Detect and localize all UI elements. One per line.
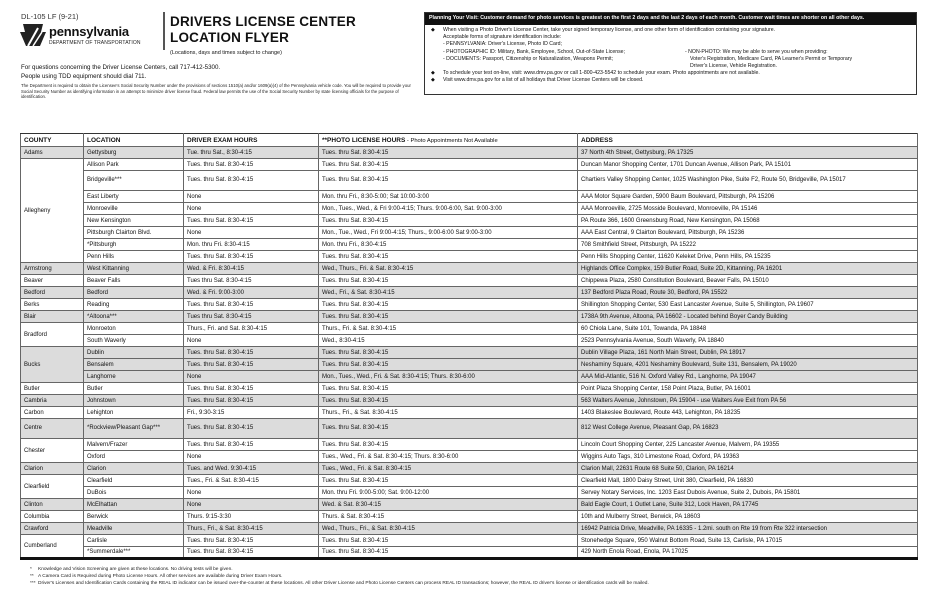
table-row: [21, 371, 918, 383]
photo-hours-cell: Mon., Tues., Wed., Fri. & Sat. 8:30-4:15; Thurs. 8:30-6:00: [319, 371, 578, 383]
location-cell: *Summerdale***: [84, 547, 184, 559]
location-cell: Johnstown: [84, 395, 184, 407]
id-photographic: - PHOTOGRAPHIC ID: Military, Bank, Employee, School, Out-of-State License;: [443, 48, 626, 55]
location-cell: *Altoona***: [84, 311, 184, 323]
address-cell: Duncan Manor Shopping Center, 1701 Duncan Avenue, Allison Park, PA 15101: [578, 159, 918, 171]
county-cell: Bedford: [21, 287, 84, 299]
address-cell: AAA Monroeville, 2725 Mosside Boulevard, Monroeville, PA 15146: [578, 203, 918, 215]
table-row: [21, 383, 918, 395]
exam-hours-cell: Tues thru Sat. 8:30-4:15: [184, 311, 319, 323]
location-cell: Bensalem: [84, 359, 184, 371]
photo-hours-cell: Mon. thru Fri. 9:00-5:00; Sat. 9:00-12:00: [319, 487, 578, 499]
location-cell: Penn Hills: [84, 251, 184, 263]
contact-phone: For questions concerning the Driver License Centers, call 717-412-5300.: [21, 64, 221, 71]
address-cell: 16942 Patricia Drive, Meadville, PA 16335 - 1.2mi. south on Rte 19 from Rte 322 intersection: [578, 523, 918, 535]
footnotes: [30, 566, 910, 588]
photo-hours-cell: Tues., Wed., Fri. & Sat. 8:30-4:15: [319, 463, 578, 475]
address-cell: 708 Smithfield Street, Pittsburgh, PA 15222: [578, 239, 918, 251]
exam-hours-cell: None: [184, 487, 319, 499]
location-cell: Langhorne: [84, 371, 184, 383]
table-row: [21, 475, 918, 487]
photo-hours-cell: Mon., Tue., Wed., Fri 9:00-4:15; Thurs., 9:00-6:00 Sat 9:00-3:00: [319, 227, 578, 239]
county-cell: Clearfield: [21, 475, 84, 499]
location-cell: West Kittanning: [84, 263, 184, 275]
exam-hours-cell: Fri., 9:30-3:15: [184, 407, 319, 419]
location-cell: Monroeville: [84, 203, 184, 215]
county-cell: Clarion: [21, 463, 84, 475]
table-row: [21, 347, 918, 359]
county-cell: Adams: [21, 147, 84, 159]
location-cell: Allison Park: [84, 159, 184, 171]
exam-hours-cell: None: [184, 191, 319, 203]
header-county: COUNTY: [21, 134, 84, 147]
exam-hours-cell: Tues. thru Sat. 8:30-4:15: [184, 159, 319, 171]
non-photo-line-2: Voter's Registration, Medicare Card, PA Learner's Permit or Temporary: [690, 55, 853, 62]
address-cell: Bald Eagle Court, 1 Outlet Lane, Suite 312, Lock Haven, PA 17745: [578, 499, 918, 511]
location-cell: Butler: [84, 383, 184, 395]
location-cell: *Pittsburgh: [84, 239, 184, 251]
address-cell: Wiggins Auto Tags, 310 Limestone Road, Oxford, PA 19363: [578, 451, 918, 463]
non-photo-line-1: - NON-PHOTO: We may be able to serve you when providing:: [685, 48, 828, 55]
photo-hours-cell: Tues. thru Sat. 8:30-4:15: [319, 547, 578, 559]
photo-hours-cell: Tues. thru Sat. 8:30-4:15: [319, 419, 578, 439]
table-row: [21, 407, 918, 419]
county-cell: Chester: [21, 439, 84, 463]
county-cell: Centre: [21, 419, 84, 439]
exam-hours-cell: Tues. and Wed. 9:30-4:15: [184, 463, 319, 475]
photo-hours-cell: Tues. thru Sat. 8:30-4:15: [319, 383, 578, 395]
table-row: [21, 299, 918, 311]
county-cell: Crawford: [21, 523, 84, 535]
county-cell: Bradford: [21, 323, 84, 347]
address-cell: 1403 Blakeslee Boulevard, Route 443, Lehighton, PA 18235: [578, 407, 918, 419]
exam-hours-cell: Tues. thru Sat. 8:30-4:15: [184, 299, 319, 311]
exam-hours-cell: Tues. thru Sat. 8:30-4:15: [184, 419, 319, 439]
county-cell: Clinton: [21, 499, 84, 511]
address-cell: Lincoln Court Shopping Center, 225 Lancaster Avenue, Malvern, PA 19355: [578, 439, 918, 451]
county-cell: Blair: [21, 311, 84, 323]
photo-hours-cell: Tues. thru Sat. 8:30-4:15: [319, 299, 578, 311]
footnote-text: Driver's Licenses and Identification Cards containing the REAL ID indicator can be issued over-the-counter at these locations. All other Driver License and Photo License Centers can process REAL ID transactions; however, the REAL ID driver's license or identification cards will be mailed.: [38, 581, 649, 587]
table-row: [21, 547, 918, 559]
diamond-bullet-icon: ◆: [431, 77, 435, 84]
address-cell: Clarion Mall, 22631 Route 68 Suite 50, Clarion, PA 16214: [578, 463, 918, 475]
county-cell: Beaver: [21, 275, 84, 287]
location-cell: McElhattan: [84, 499, 184, 511]
keystone-logo-icon: [20, 24, 46, 46]
address-cell: 2523 Pennsylvania Avenue, South Waverly, PA 18840: [578, 335, 918, 347]
address-cell: Clearfield Mall, 1800 Daisy Street, Unit 380, Clearfield, PA 16830: [578, 475, 918, 487]
footnote-mark: ***: [30, 581, 36, 587]
photo-hours-cell: Mon. thru Fri., 8:30-5:00; Sat 10:00-3:00: [319, 191, 578, 203]
address-cell: 10th and Mulberry Street, Berwick, PA 18603: [578, 511, 918, 523]
non-photo-info: [681, 41, 910, 70]
diamond-bullet-icon: ◆: [431, 70, 435, 77]
location-cell: Bridgeville***: [84, 171, 184, 191]
footnote-text: Knowledge and Vision Screening are given at these locations. No driving tests will be given.: [38, 567, 233, 572]
location-cell: Monroeton: [84, 323, 184, 335]
page-title: [170, 14, 356, 46]
location-cell: Clarion: [84, 463, 184, 475]
location-cell: Gettysburg: [84, 147, 184, 159]
address-cell: 60 Chiola Lane, Suite 101, Towanda, PA 18848: [578, 323, 918, 335]
location-cell: Clearfield: [84, 475, 184, 487]
photo-hours-cell: Tues. thru Sat. 8:30-4:15: [319, 159, 578, 171]
locations-table: [20, 133, 918, 560]
county-cell: Armstrong: [21, 263, 84, 275]
address-cell: Stonehedge Square, 950 Walnut Bottom Road, Suite 13, Carlisle, PA 17015: [578, 535, 918, 547]
header-divider: [163, 12, 165, 50]
location-cell: Bedford: [84, 287, 184, 299]
logo-name: pennsylvania: [49, 24, 129, 39]
photo-hours-cell: Tues. thru Sat. 8:30-4:15: [319, 275, 578, 287]
table-row: [21, 159, 918, 171]
address-cell: Dublin Village Plaza, 161 North Main Street, Dublin, PA 18917: [578, 347, 918, 359]
photo-hours-cell: Tues. thru Sat. 8:30-4:15: [319, 359, 578, 371]
photo-hours-cell: Mon. thru Fri., 8:30-4:15: [319, 239, 578, 251]
table-row: [21, 323, 918, 335]
id-forms-list: [431, 41, 681, 63]
photo-hours-cell: Tues. thru Sat. 8:30-4:15: [319, 347, 578, 359]
photo-hours-cell: Mon., Tues., Wed., & Fri 9:00-4:15; Thurs. 9:00-6:00, Sat. 9:00-3:00: [319, 203, 578, 215]
address-cell: Servey Notary Services, Inc. 1203 East Dubois Avenue, Suite 2, Dubois, PA 15801: [578, 487, 918, 499]
location-cell: Lehighton: [84, 407, 184, 419]
location-cell: DuBois: [84, 487, 184, 499]
location-cell: Beaver Falls: [84, 275, 184, 287]
table-row: [21, 439, 918, 451]
exam-hours-cell: Tues. thru Sat. 8:30-4:15: [184, 535, 319, 547]
address-cell: 1738A 9th Avenue, Altoona, PA 16602 - Located behind Boyer Candy Building: [578, 311, 918, 323]
table-row: [21, 171, 918, 191]
bullet-holidays: Visit www.dmv.pa.gov for a list of all holidays that Driver License Centers will be closed.: [443, 77, 644, 84]
exam-hours-cell: Tues. thru Sat. 8:30-4:15: [184, 395, 319, 407]
table-row: [21, 215, 918, 227]
exam-hours-cell: Thurs., Fri., & Sat. 8:30-4:15: [184, 523, 319, 535]
photo-hours-cell: Tues. thru Sat. 8:30-4:15: [319, 311, 578, 323]
photo-hours-cell: Thurs., Fri., & Sat. 8:30-4:15: [319, 407, 578, 419]
exam-hours-cell: Tues. thru Sat. 8:30-4:15: [184, 251, 319, 263]
location-cell: New Kensington: [84, 215, 184, 227]
location-cell: Carlisle: [84, 535, 184, 547]
table-row: [21, 463, 918, 475]
footnote-mark: *: [30, 567, 32, 572]
address-cell: 563 Walters Avenue, Johnstown, PA 15904 - use Walters Ave Exit from PA 56: [578, 395, 918, 407]
subtitle: (Locations, days and times subject to change): [170, 50, 282, 56]
footnote: [30, 566, 910, 573]
ssn-notice: The Department is required to obtain the Licensee's Social Security Number under the provisions of sections 1510(a) and/or 1609(a)(4) of the Pennsylvania vehicle code. You will be required to provide your Social Security Number as identifying information in an attempt to minimize driver license fraud. Federal law permits the use of the Social Security Number by state licensing officials for the purpose of identification.: [21, 83, 411, 100]
contact-tdd: People using TDD equipment should dial 711.: [21, 73, 147, 80]
location-cell: Reading: [84, 299, 184, 311]
header-photo-hours: [319, 134, 578, 147]
location-cell: Berwick: [84, 511, 184, 523]
title-line-1: DRIVERS LICENSE CENTER: [170, 14, 356, 29]
county-cell: Cumberland: [21, 535, 84, 559]
exam-hours-cell: None: [184, 451, 319, 463]
exam-hours-cell: Thurs. 9:15-3:30: [184, 511, 319, 523]
county-cell: Butler: [21, 383, 84, 395]
exam-hours-cell: Tues. thru Sat. 8:30-4:15: [184, 359, 319, 371]
table-row: [21, 311, 918, 323]
photo-hours-cell: Wed., Thurs., Fri. & Sat. 8:30-4:15: [319, 263, 578, 275]
table-header-row: [21, 134, 918, 147]
table-row: [21, 251, 918, 263]
address-cell: 137 Bedford Plaza Road, Route 30, Bedford, PA 15522: [578, 287, 918, 299]
table-row: [21, 487, 918, 499]
address-cell: 429 North Enola Road, Enola, PA 17025: [578, 547, 918, 559]
exam-hours-cell: Tues. thru Sat. 8:30-4:15: [184, 171, 319, 191]
table-row: [21, 147, 918, 159]
photo-hours-cell: Tues. thru Sat. 8:30-4:15: [319, 251, 578, 263]
diamond-bullet-icon: ◆: [431, 27, 435, 33]
address-cell: Chippewa Plaza, 2580 Constitution Boulevard, Beaver Falls, PA 15010: [578, 275, 918, 287]
exam-hours-cell: Tues., Fri. & Sat. 8:30-4:15: [184, 475, 319, 487]
table-row: [21, 359, 918, 371]
county-cell: Bucks: [21, 347, 84, 383]
exam-hours-cell: Tues. thru Sat. 8:30-4:15: [184, 439, 319, 451]
table-row: [21, 227, 918, 239]
table-row: [21, 523, 918, 535]
location-cell: South Waverly: [84, 335, 184, 347]
table-row: [21, 451, 918, 463]
address-cell: Highlands Office Complex, 159 Butler Road, Suite 2D, Kittanning, PA 16201: [578, 263, 918, 275]
header-address: ADDRESS: [578, 134, 918, 147]
exam-hours-cell: Tues. thru Sat. 8:30-4:15: [184, 383, 319, 395]
address-cell: 37 North 4th Street, Gettysburg, PA 17325: [578, 147, 918, 159]
id-documents: - DOCUMENTS: Passport, Citizenship or Naturalization, Weapons Permit;: [443, 55, 613, 62]
address-cell: AAA Mid-Atlantic, 516 N. Oxford Valley Rd., Langhorne, PA 19047: [578, 371, 918, 383]
exam-hours-cell: Tues. thru Sat. 8:30-4:15: [184, 547, 319, 559]
id-forms-row: [431, 41, 910, 70]
photo-hours-cell: Thurs., Fri. & Sat. 8:30-4:15: [319, 323, 578, 335]
exam-hours-cell: Tue. thru Sat., 8:30-4:15: [184, 147, 319, 159]
location-cell: Meadville: [84, 523, 184, 535]
exam-hours-cell: Mon. thru Fri. 8:30-4:15: [184, 239, 319, 251]
exam-hours-cell: None: [184, 203, 319, 215]
acceptable-forms: Acceptable forms of signature identification include:: [443, 34, 562, 41]
visit-info-box: [424, 12, 917, 95]
exam-hours-cell: Tues thru Sat. 8:30-4:15: [184, 275, 319, 287]
footnote: [30, 573, 910, 580]
table-row: [21, 335, 918, 347]
location-cell: Dublin: [84, 347, 184, 359]
exam-hours-cell: Wed. & Fri. 8:30-4:15: [184, 263, 319, 275]
table-row: [21, 203, 918, 215]
location-cell: Malvern/Frazer: [84, 439, 184, 451]
address-cell: Neshaminy Square, 4201 Neshaminy Boulevard, Suite 131, Bensalem, PA 19020: [578, 359, 918, 371]
exam-hours-cell: None: [184, 335, 319, 347]
bullet-schedule: To schedule your test on-line, visit: www.dmv.pa.gov or call 1-800-423-5542 to schedule your exam. Photo appointments are not available.: [443, 70, 760, 77]
photo-hours-cell: Tues. thru Sat. 8:30-4:15: [319, 439, 578, 451]
footnote-mark: **: [30, 574, 34, 580]
address-cell: Point Plaza Shopping Center, 158 Point Plaza, Butler, PA 16001: [578, 383, 918, 395]
footnote-text: A Camera Card is Required during Photo License Hours. All other services are available during Driver Exam Hours.: [38, 574, 283, 580]
header-photo-note: - Photo Appointments Not Available: [405, 137, 498, 144]
county-cell: Allegheny: [21, 159, 84, 263]
photo-hours-cell: Thurs. & Sat. 8:30-4:15: [319, 511, 578, 523]
county-cell: Cambria: [21, 395, 84, 407]
county-cell: Columbia: [21, 511, 84, 523]
photo-hours-cell: Wed., Thurs., Fri., & Sat. 8:30-4:15: [319, 523, 578, 535]
form-number: DL-105 LF (9-21): [21, 12, 79, 21]
table-row: [21, 263, 918, 275]
exam-hours-cell: Thurs., Fri. and Sat. 8:30-4:15: [184, 323, 319, 335]
address-cell: Chartiers Valley Shopping Center, 1025 Washington Pike, Suite F2, Route 50, Bridgeville, PA 15017: [578, 171, 918, 191]
exam-hours-cell: Tues. thru Sat. 8:30-4:15: [184, 215, 319, 227]
photo-hours-cell: Tues. thru Sat. 8:30-4:15: [319, 535, 578, 547]
photo-hours-cell: Wed. & Sat. 8:30-4:15: [319, 499, 578, 511]
exam-hours-cell: Tues. thru Sat. 8:30-4:15: [184, 347, 319, 359]
table-row: [21, 419, 918, 439]
photo-hours-cell: Wed., 8:30-4:15: [319, 335, 578, 347]
location-cell: *Rockview/Pleasant Gap***: [84, 419, 184, 439]
address-cell: PA Route 366, 1600 Greensburg Road, New Kensington, PA 15068: [578, 215, 918, 227]
location-cell: East Liberty: [84, 191, 184, 203]
table-row: [21, 191, 918, 203]
non-photo-line-3: Driver's License, Vehicle Registration.: [690, 63, 777, 69]
id-pennsylvania: - PENNSYLVANIA: Driver's License, Photo ID Card;: [443, 41, 562, 48]
footnote: [30, 580, 910, 587]
exam-hours-cell: None: [184, 371, 319, 383]
logo-dept: DEPARTMENT OF TRANSPORTATION: [49, 40, 141, 46]
exam-hours-cell: None: [184, 227, 319, 239]
location-cell: Oxford: [84, 451, 184, 463]
county-cell: Carbon: [21, 407, 84, 419]
header-exam-hours: DRIVER EXAM HOURS: [184, 134, 319, 147]
photo-hours-cell: Tues. thru Sat. 8:30-4:15: [319, 215, 578, 227]
table-row: [21, 287, 918, 299]
photo-hours-cell: Tues., Wed., Fri. & Sat. 8:30-4:15; Thurs. 8:30-6:00: [319, 451, 578, 463]
exam-hours-cell: None: [184, 499, 319, 511]
address-cell: Shillington Shopping Center, 530 East Lancaster Avenue, Suite 5, Shillington, PA 19607: [578, 299, 918, 311]
bullet-id-requirement: When visiting a Photo Driver's License Center, take your signed temporary license, and one other form of identification containing your signature.: [443, 27, 776, 33]
photo-hours-cell: Wed., Fri., & Sat. 8:30-4:15: [319, 287, 578, 299]
photo-hours-cell: Tues. thru Sat. 8:30-4:15: [319, 171, 578, 191]
planning-banner: Planning Your Visit: Customer demand for photo services is greatest on the first 2 days and the last 2 days of each month. Customer wait times are shorter on all other days.: [425, 13, 916, 25]
table-row: [21, 535, 918, 547]
exam-hours-cell: Wed. & Fri. 9:00-3:00: [184, 287, 319, 299]
table-row: [21, 275, 918, 287]
header-location: LOCATION: [84, 134, 184, 147]
header-photo-label: **PHOTO LICENSE HOURS: [322, 136, 406, 144]
address-cell: AAA Motor Square Garden, 5900 Baum Boulevard, Pittsburgh, PA 15206: [578, 191, 918, 203]
table-row: [21, 395, 918, 407]
address-cell: 812 West College Avenue, Pleasant Gap, PA 16823: [578, 419, 918, 439]
address-cell: AAA East Central, 9 Clairton Boulevard, Pittsburgh, PA 15236: [578, 227, 918, 239]
photo-hours-cell: Tues. thru Sat. 8:30-4:15: [319, 475, 578, 487]
photo-hours-cell: Tues. thru Sat. 8:30-4:15: [319, 147, 578, 159]
title-line-2: LOCATION FLYER: [170, 30, 290, 45]
penndot-logo: [20, 24, 160, 50]
location-cell: Pittsburgh Clairton Blvd.: [84, 227, 184, 239]
county-cell: Berks: [21, 299, 84, 311]
address-cell: Penn Hills Shopping Center, 11620 Keleket Drive, Penn Hills, PA 15235: [578, 251, 918, 263]
table-row: [21, 239, 918, 251]
table-row: [21, 499, 918, 511]
contact-info: [21, 63, 220, 81]
table-row: [21, 511, 918, 523]
photo-hours-cell: Tues. thru Sat. 8:30-4:15: [319, 395, 578, 407]
